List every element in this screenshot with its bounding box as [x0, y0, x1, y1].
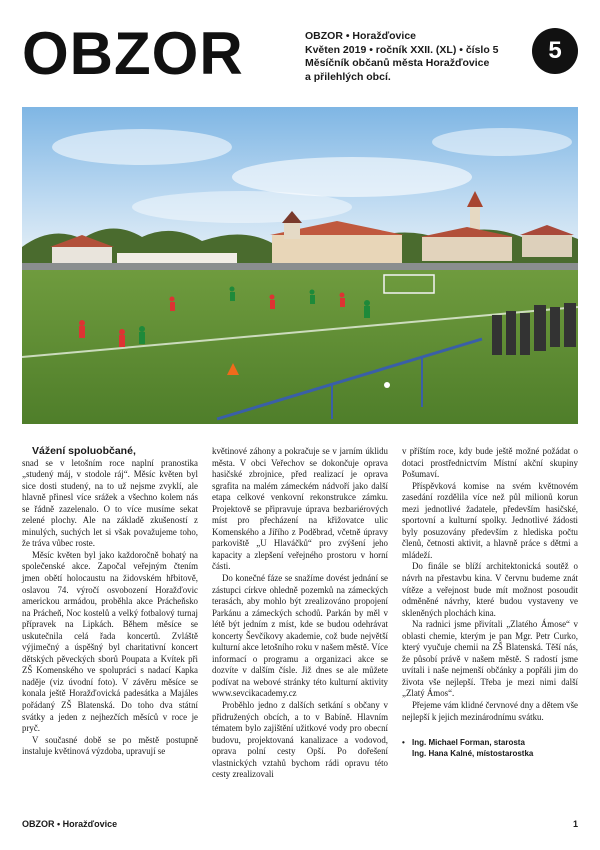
article-column-1 [22, 446, 198, 758]
masthead [22, 22, 578, 92]
issue-number-badge: 5 [532, 28, 578, 74]
article-signature [402, 737, 578, 759]
article-paragraph: Do finále se blíží architektonická soutěž o návrh na přestavbu kina. V červnu budeme znát vítěze a veřejnost bude mít možnost posoudit odměněné návrhy, které budou vystaveny ve skleněných plochách kina. [402, 561, 578, 618]
publication-info-line: Měsíčník občanů města Horažďovice [305, 57, 490, 69]
article-paragraph: Na radnici jsme přivítali „Zlatého Ámose“ v oblasti chemie, kterým je pan Mgr. Petr Curko, který vyučuje chemii na ZŠ Blatenská. Těší nás, že působí právě v našem městě. S radostí jsme uvítali i naše nejmenší občánky a popřáli jim do života vše nejlepší. Třeba je mezi nimi další „Zlatý Ámos“. [402, 619, 578, 699]
publication-info-line: Květen 2019 • ročník XXII. (XL) • číslo 5 [305, 43, 499, 56]
footer-publication: OBZOR • Horažďovice [22, 819, 118, 829]
article-greeting: Vážení spoluobčané, [32, 445, 136, 457]
publication-info-line: OBZOR • Horažďovice [305, 30, 416, 42]
article-paragraph: v příštím roce, kdy bude ještě možné požádat o dotaci prostřednictvím Místní akční skupiny Pošumaví. [402, 446, 578, 480]
publication-info [305, 30, 505, 84]
article-paragraph: V současné době se po městě postupně instaluje květinová výzdoba, upravují se [22, 734, 198, 757]
article-paragraph: snad se v letošním roce naplní pranostika „studený máj, v stodole ráj“. Měsíc květen byl sice dosti studený, na to už nejsme zvyklí, ale hlavně přinesl více srážek a všechno kolem nás se řádně zazelenalo. O to více musíme sekat zelené plochy. Ale na základě zkušeností z minulých, suchých let si však považujeme toho, že tráva vůbec roste. [22, 457, 198, 549]
article-paragraph: Přejeme vám klidné červnové dny a dětem vše nejlepší k jejich mezinárodnímu svátku. [402, 700, 578, 722]
article-paragraph: květinové záhony a pokračuje se v jarním úklidu města. V obci Veřechov se dokončuje oprava hasičské zbrojnice, před realizací je oprava sgrafita na malém zámeckém nádvoří jako další etapa celkové venkovní rekonstrukce zámku. Projektově se připravuje úprava bezbariérových míst pro přecházení na křižovatce ulic Komenského a Jiřího z Poděbrad, včetně úpravy parkoviště „U Hlaváčků“ pro zvýšení jeho kapacity a zlepšení veřejného prostoru v horní části. [212, 446, 388, 572]
signature-deputy-mayor: Ing. Hana Kalné, místostarostka [412, 749, 534, 759]
article-column-2 [212, 446, 388, 781]
article-column-3 [402, 446, 578, 759]
page-number: 1 [572, 819, 578, 829]
bullet-icon: • [402, 738, 405, 748]
article-paragraph: Měsíc květen byl jako každoročně bohatý na společenské akce. Započal veřejným čtením jmen obětí holocaustu na židovském hřbitově, oslavou 74. výročí osvobození Horažďovic americkou armádou, proběhla akce Prácheňsko na Prácheň, Noc kostelů a velký fotbalový turnaj přípravek na Lipkách. Během měsíce se uskutečnila celá řada koncertů. Zvláště výjimečný a úspěšný byl charitativní koncert dětských pěveckých sborů Poupata a Kvítek při ZŠ Komenského ve spolupráci s nadací Kapka naděje (viz úvodní foto). V závěru měsíce se konala ještě Horažďovická padesátka a Majáles pořádaný ZŠ Blatenská. Do toho dva státní svátky a jeden z nejhezčích měsíců v roce je pryč. [22, 549, 198, 734]
article-paragraph: Příspěvková komise na svém květnovém zasedání rozdělila více než půl milionů korun mezi jednotlivé žadatele, především hasičské, sportovní a kulturní spolky. Jednotlivé žádosti byly posuzovány především z hlediska počtu členů, četnosti aktivit, a hlavně práce s dětmi a mládeží. [402, 480, 578, 560]
cover-photo [22, 107, 578, 424]
editorial-article [22, 446, 578, 808]
logo: OBZOR [22, 20, 244, 87]
page-footer [22, 819, 578, 833]
article-paragraph: Proběhlo jedno z dalších setkání s občany v přidružených obcích, a to v Babíně. Hlavním tématem bylo zajištění užitkové vody pro obecní budovu, projektovaná kanalizace a vodovod, oprava polní cesty Opší. Po dořešení vlastnických vztahů bychom rádi opravu této cesty zrealizovali [212, 700, 388, 780]
article-paragraph: Do konečné fáze se snažíme dovést jednání se zástupci církve ohledně pozemků na zámeckých terasách, aby mohlo být zrealizováno propojení Parkánu a zámeckých schodů. Parkán by měl v létě být jedním z míst, kde se budou odehrávat koncerty Ševčíkovy akademie, což bude největší kulturní akce letošního roku v našem městě. Více informací o programu a organizaci akce se dozvíte v dalším čísle. Již dnes se ale můžete podívat na webové stránky této kulturní aktivity www.sevcikacademy.cz [212, 573, 388, 699]
signature-mayor: Ing. Michael Forman, starosta [412, 738, 525, 748]
publication-info-line: a přilehlých obcí. [305, 70, 391, 83]
